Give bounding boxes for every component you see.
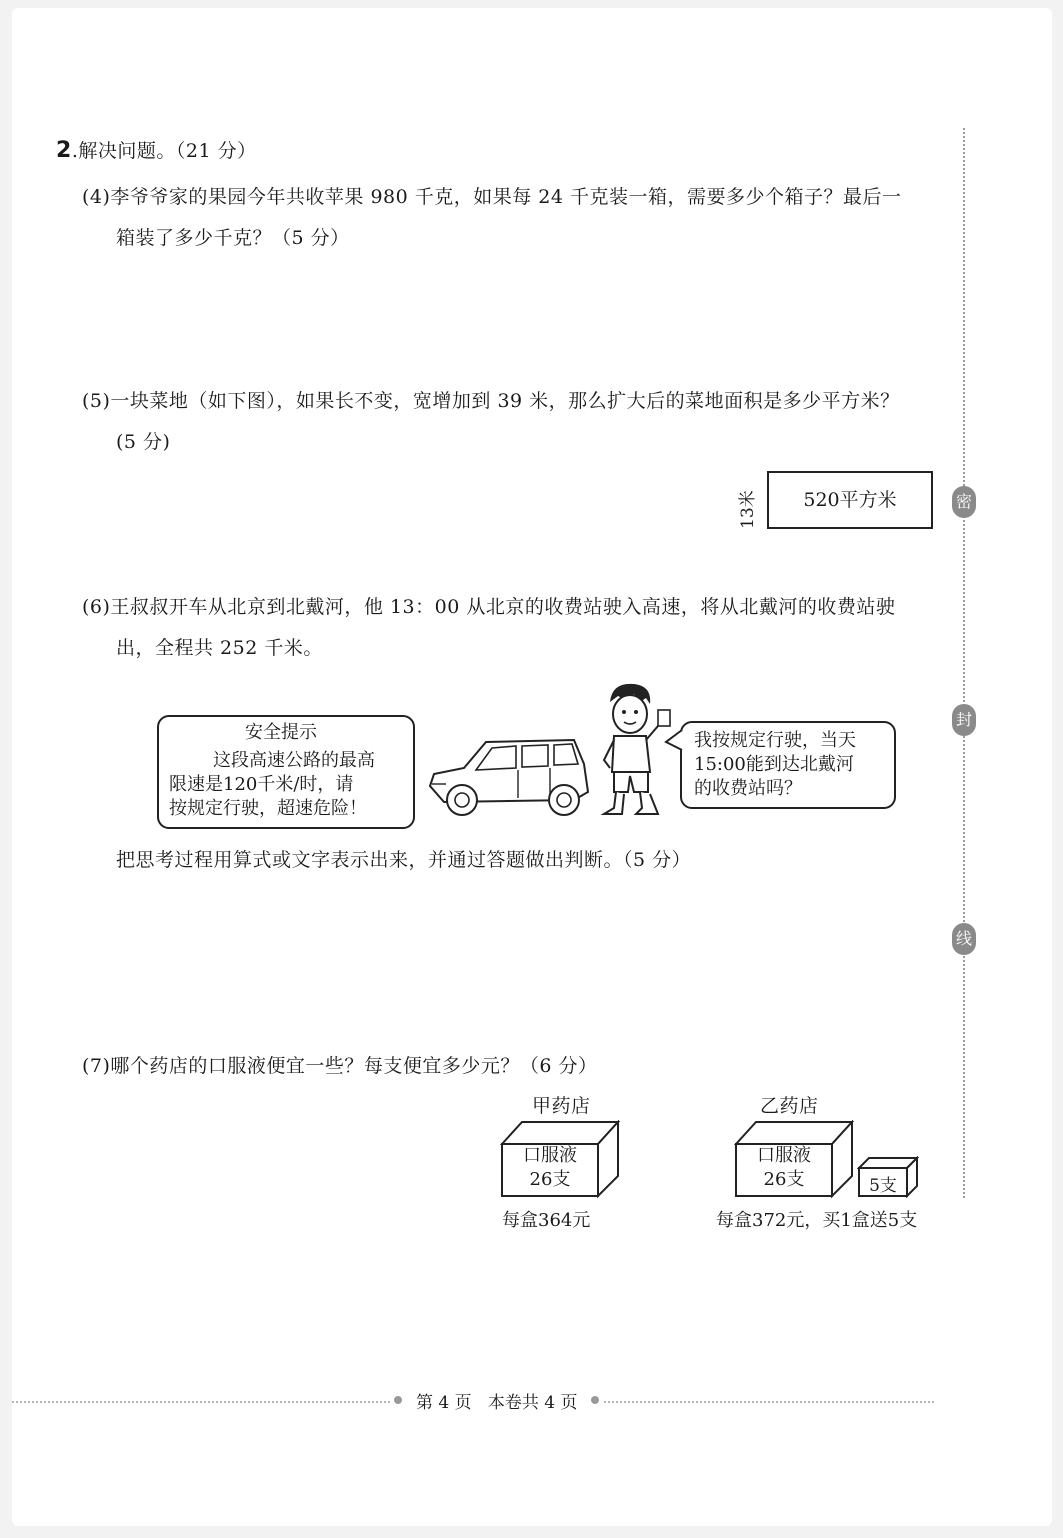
safety-notice-line1: 这段高速公路的最高 bbox=[213, 750, 375, 771]
footer-line-left bbox=[12, 1401, 390, 1403]
store-a-name: 甲药店 bbox=[532, 1095, 591, 1117]
footer-total: 本卷共 4 页 bbox=[487, 1393, 578, 1413]
safety-notice-line2: 限速是120千米/时，请 bbox=[169, 774, 354, 795]
store-b-price: 每盒372元，买1盒送5支 bbox=[716, 1210, 918, 1231]
exam-page bbox=[12, 8, 1052, 1526]
seal-mark-mi: 密 bbox=[952, 486, 976, 518]
q6-instruction: 把思考过程用算式或文字表示出来，并通过答题做出判断。（5 分） bbox=[116, 849, 692, 871]
store-b-box-line1: 口服液 bbox=[757, 1145, 811, 1166]
store-a-box-line2: 26支 bbox=[529, 1169, 571, 1190]
footer-dot-left bbox=[394, 1396, 402, 1404]
store-b-box-line2: 26支 bbox=[763, 1169, 805, 1190]
speech-line3: 的收费站吗？ bbox=[694, 778, 802, 799]
bonus-small-box-label: 5支 bbox=[869, 1176, 897, 1196]
field-width-label: 13米 bbox=[737, 490, 758, 529]
speech-line2: 15:00能到达北戴河 bbox=[694, 754, 854, 775]
field-width-label-wrap bbox=[734, 485, 764, 531]
section-title: .解决问题。（21 分） bbox=[71, 140, 257, 162]
safety-notice-line3: 按规定行驶，超速危险！ bbox=[169, 798, 367, 819]
q5-line2: (5 分) bbox=[116, 431, 171, 453]
section-number: 2 bbox=[56, 138, 72, 163]
section-heading bbox=[56, 140, 257, 162]
store-a-price: 每盒364元 bbox=[502, 1210, 591, 1231]
store-b-name: 乙药店 bbox=[760, 1095, 819, 1117]
q5-line1: (5)一块菜地（如下图），如果长不变，宽增加到 39 米，那么扩大后的菜地面积是多少平方米？ bbox=[82, 390, 900, 412]
store-b-box-text bbox=[736, 1144, 832, 1192]
field-rectangle bbox=[767, 471, 933, 529]
field-area-label: 520平方米 bbox=[803, 489, 897, 511]
store-a-box-line1: 口服液 bbox=[523, 1145, 577, 1166]
footer-text bbox=[416, 1388, 577, 1413]
q4-line2: 箱装了多少千克？（5 分） bbox=[116, 227, 350, 249]
seal-dotted-line bbox=[963, 128, 965, 1198]
q4-line1: (4)李爷爷家的果园今年共收苹果 980 千克，如果每 24 千克装一箱，需要多少个箱子？最后一 bbox=[82, 186, 902, 208]
speech-bubble bbox=[680, 721, 896, 809]
footer-page: 第 4 页 bbox=[416, 1393, 472, 1413]
car-illustration bbox=[424, 734, 594, 824]
safety-notice-bubble bbox=[157, 715, 415, 829]
footer-line-right bbox=[604, 1401, 934, 1403]
store-a-box-text bbox=[502, 1144, 598, 1192]
seal-mark-xian: 线 bbox=[952, 923, 976, 955]
speech-line1: 我按规定行驶，当天 bbox=[694, 730, 856, 751]
seal-mark-feng: 封 bbox=[952, 704, 976, 736]
speech-bubble-tail bbox=[664, 728, 684, 754]
q6-line1: (6)王叔叔开车从北京到北戴河，他 13：00 从北京的收费站驶入高速，将从北戴河的收费站驶 bbox=[82, 596, 896, 618]
footer-dot-right bbox=[591, 1396, 599, 1404]
q6-line2: 出，全程共 252 千米。 bbox=[116, 637, 323, 659]
safety-notice-title: 安全提示 bbox=[245, 722, 317, 743]
q7-line1: (7)哪个药店的口服液便宜一些？每支便宜多少元？（6 分） bbox=[82, 1055, 598, 1077]
